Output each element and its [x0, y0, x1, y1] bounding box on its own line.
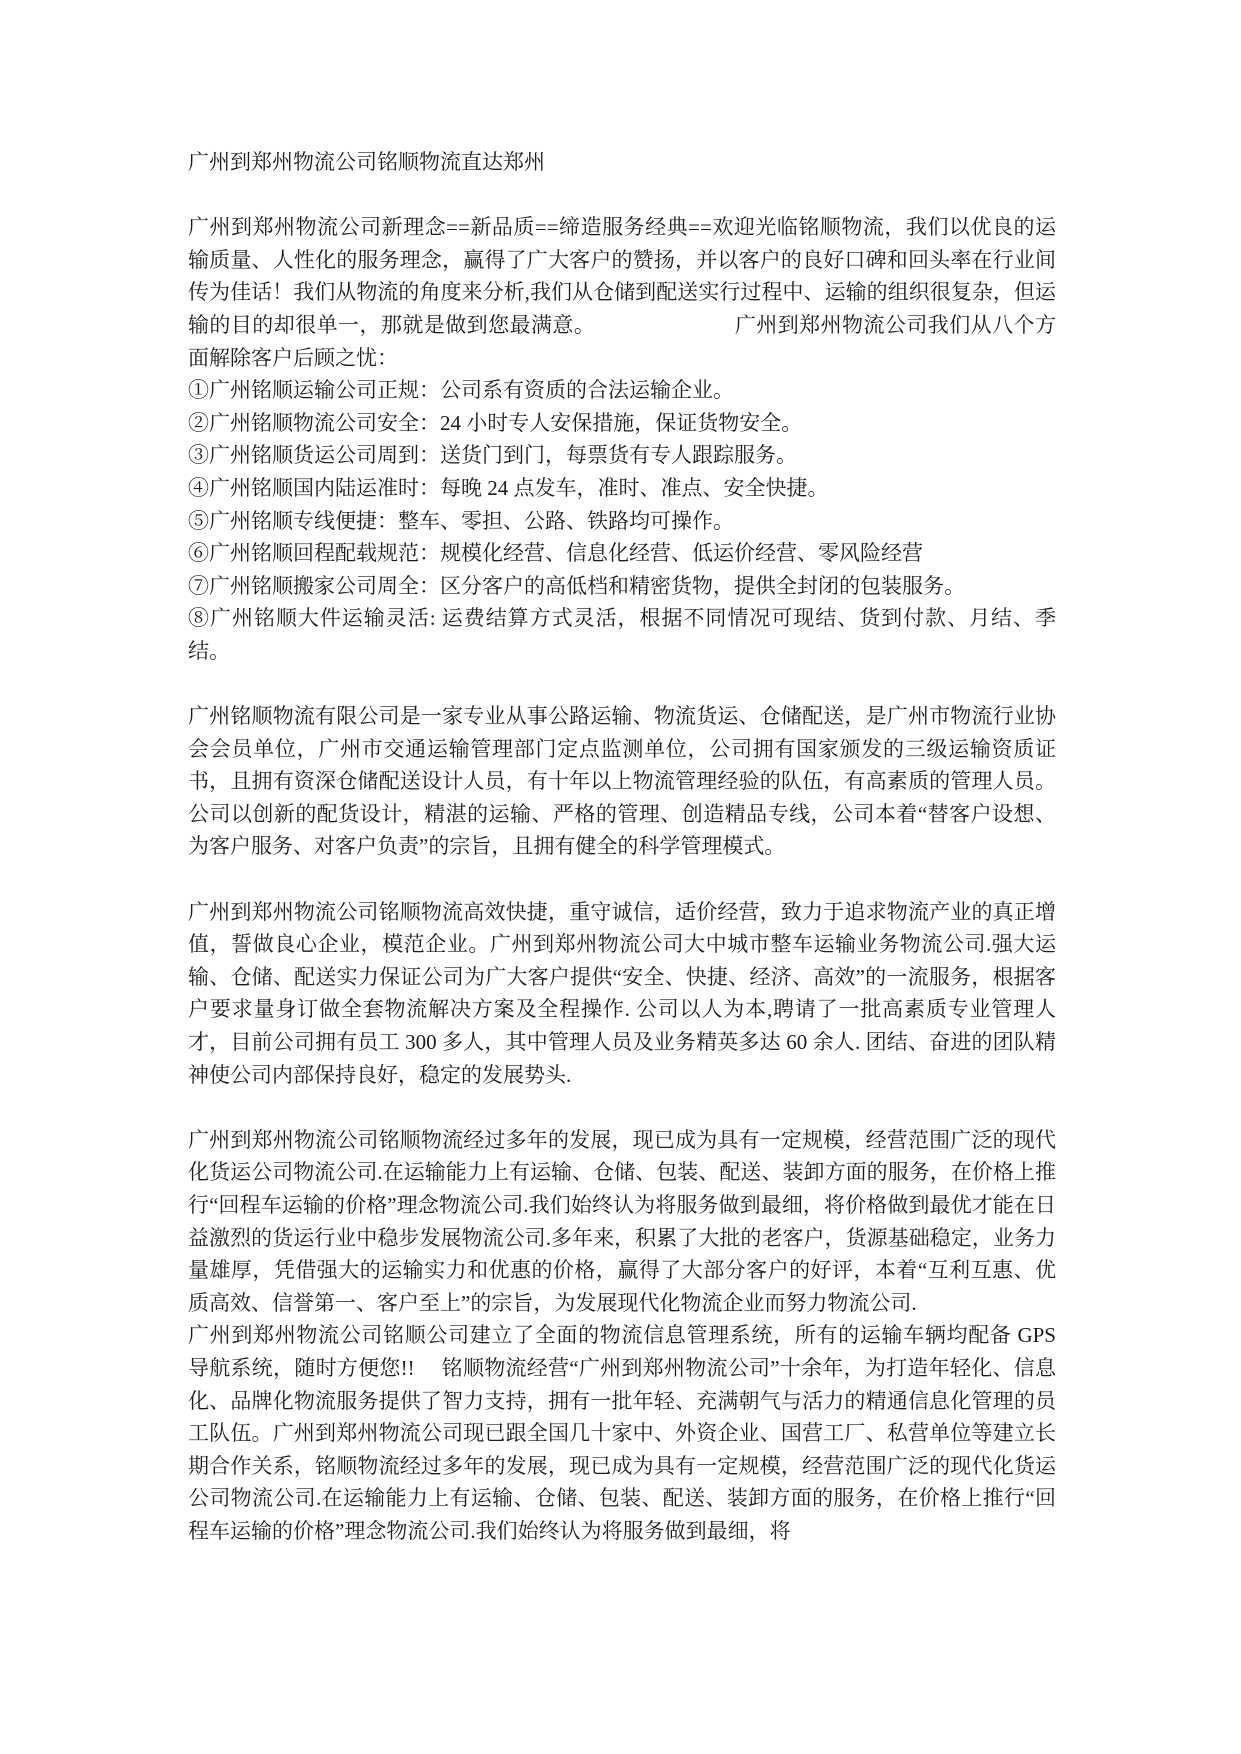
advantage-item-7: ⑦广州铭顺搬家公司周全：区分客户的高低档和精密货物，提供全封闭的包装服务。: [188, 573, 965, 598]
blank-line: [188, 863, 1056, 896]
paragraph-intro: 广州到郑州物流公司新理念==新品质==缔造服务经典==欢迎光临铭顺物流，我们以优良的运输质量、人性化的服务理念，赢得了广大客户的赞扬，并以客户的良好口碑和回头率在行业间传为佳话！我们从物流的角度来分析,我们从仓储到配送实行过程中、运输的组织很复杂，但运输的目的却很单一，那就是做到您最满意。 广州到郑州物流公司我们从八个方面解除客户后顾之忧：: [188, 215, 1056, 370]
advantage-item-8: ⑧广州铭顺大件运输灵活: 运费结算方式灵活，根据不同情况可现结、货到付款、月结、季结。: [188, 606, 1056, 663]
advantage-list: [188, 374, 1056, 667]
advantage-item-6: ⑥广州铭顺回程配载规范：规模化经营、信息化经营、低运价经营、零风险经营: [188, 541, 923, 566]
document-page: [188, 146, 1056, 1548]
blank-line: [188, 179, 1056, 212]
advantage-item-3: ③广州铭顺货运公司周到：送货门到门，每票货有专人跟踪服务。: [188, 443, 797, 468]
blank-line: [188, 668, 1056, 701]
document-title: 广州到郑州物流公司铭顺物流直达郑州: [188, 150, 545, 174]
advantage-item-2: ②广州铭顺物流公司安全：24 小时专人安保措施，保证货物安全。: [188, 410, 803, 435]
blank-line: [188, 1091, 1056, 1124]
advantage-item-1: ①广州铭顺运输公司正规：公司系有资质的合法运输企业。: [188, 378, 734, 403]
paragraph-company-about: 广州铭顺物流有限公司是一家专业从事公路运输、物流货运、仓储配送，是广州市物流行业协会会员单位，广州市交通运输管理部门定点监测单位，公司拥有国家颁发的三级运输资质证书，且拥有资深仓储配送设计人员，有十年以上物流管理经验的队伍，有高素质的管理人员。公司以创新的配货设计，精湛的运输、严格的管理、创造精品专线，公司本着“替客户设想、为客户服务、对客户负责”的宗旨，且拥有健全的科学管理模式。: [188, 704, 1056, 859]
advantage-item-5: ⑤广州铭顺专线便捷：整车、零担、公路、铁路均可操作。: [188, 508, 734, 533]
paragraph-development: 广州到郑州物流公司铭顺物流经过多年的发展，现已成为具有一定规模，经营范围广泛的现代化货运公司物流公司.在运输能力上有运输、仓储、包装、配送、装卸方面的服务，在价格上推行“回程车运输的价格”理念物流公司.我们始终认为将服务做到最细，将价格做到最优才能在日益激烈的货运行业中稳步发展物流公司.多年来，积累了大批的老客户，货源基础稳定，业务力量雄厚，凭借强大的运输实力和优惠的价格，赢得了大部分客户的好评，本着“互利互惠、优质高效、信誉第一、客户至上”的宗旨，为发展现代化物流企业而努力物流公司.: [188, 1127, 1056, 1315]
advantage-item-4: ④广州铭顺国内陆运准时：每晚 24 点发车，准时、准点、安全快捷。: [188, 475, 829, 500]
paragraph-efficient-service: 广州到郑州物流公司铭顺物流高效快捷，重守诚信，适价经营，致力于追求物流产业的真正增值，誓做良心企业，模范企业。广州到郑州物流公司大中城市整车运输业务物流公司.强大运输、仓储、配送实力保证公司为广大客户提供“安全、快捷、经济、高效”的一流服务，根据客户要求量身订做全套物流解决方案及全程操作. 公司以人为本,聘请了一批高素质专业管理人才，目前公司拥有员工 300 多人，其中管理人员及业务精英多达 60 余人. 团结、奋进的团队精神使公司内部保持良好，稳定的发展势头.: [188, 899, 1056, 1087]
paragraph-info-system: 广州到郑州物流公司铭顺公司建立了全面的物流信息管理系统，所有的运输车辆均配备 GPS 导航系统，随时方便您!! 铭顺物流经营“广州到郑州物流公司”十余年，为打造年轻化、信息化、品牌化物流服务提供了智力支持，拥有一批年轻、充满朝气与活力的精通信息化管理的员工队伍。广州到郑州物流公司现已跟全国几十家中、外资企业、国营工厂、私营单位等建立长期合作关系，铭顺物流经过多年的发展，现已成为具有一定规模，经营范围广泛的现代化货运公司物流公司.在运输能力上有运输、仓储、包装、配送、装卸方面的服务，在价格上推行“回程车运输的价格”理念物流公司.我们始终认为将服务做到最细，将: [188, 1323, 1056, 1543]
